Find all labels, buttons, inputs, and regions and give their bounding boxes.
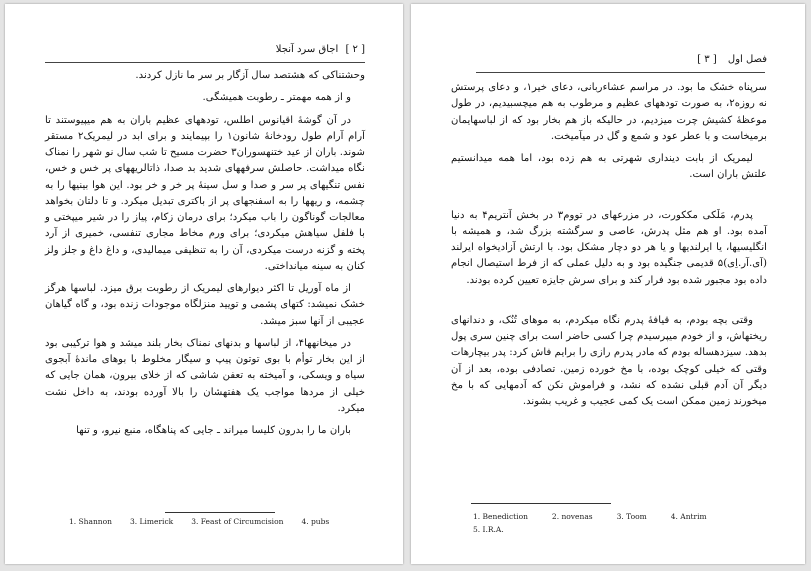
running-header: [693, 54, 767, 65]
footnote-divider: [471, 503, 611, 504]
page-number: [ ۲ ]: [345, 44, 365, 55]
running-header: [276, 44, 365, 55]
footnote: 4. pubs: [301, 517, 330, 526]
paragraph: در میخانهها۴، از لباسها و بدنهای نمناک بخار بلند میشد و هوا ترکیبی بود از این بخار توأم با بوی توتون پیپ و سیگار مخلوط با بوهای ماندهٔ آبجوی سیاه و ویسکی، و آمیخته به تعفن شاشی که از خلای بیرون، همان جایی که خیلی از مردها مواجب یک هفتهشان را بالا آورده بودند، به داخل نشت میکرد.: [45, 337, 365, 414]
paragraph: باران ما را بدرون کلیسا میراند ـ جایی که پناهگاه، منبع نیرو، و تنها: [76, 425, 351, 436]
page-number: [ ۳ ]: [697, 54, 717, 65]
paragraph: وحشتناکی که هشتصد سال آزگار بر سر ما نازل کردند.: [135, 70, 365, 81]
paragraph: وقتی بچه بودم، به قیافهٔ پدرم نگاه میکردم، به موهای تُنُک، و دندانهای ریختهاش، و از خودم میپرسیدم چرا کسی حاضر است برای چنین سری پول بدهد. سیزدهساله بودم که مادر پدرم رازی را برایم فاش کرد: پدر بیچارهات وقتی که خیلی کوچک بوده، با مخ خورده زمین. تصادفی بوده، بعد از آن دیگر آن آدم قبلی نشده که نشد، و فراموش نکن که آدمهایی که با مخ میخورند زمین ممکن است یک کمی عجیب و غریب بشوند.: [451, 314, 767, 407]
body-text: [451, 80, 767, 416]
footnote-divider: [165, 512, 275, 513]
footnote: 5. I.R.A.: [473, 525, 504, 534]
footnotes: [473, 512, 707, 538]
footnotes: [69, 517, 329, 526]
running-header-title: اجاق سرد آنجلا: [275, 44, 339, 55]
paragraph: لیمریک از بابت دینداری شهرتی به هم زده بود، اما همه میدانستیم علتش باران است.: [451, 153, 767, 181]
paragraph: پدرم، مَلَکی مککورت، در مزرعهای در تووم۳ در بخش آنتریم۴ به دنیا آمده بود. او هم مثل پدرش، عاصی و سرگشته بزرگ شد، و همیشه با انگلیسیها، یا ایرلندیها و یا هر دو دچار مشکل بود. با ارتش آزادیخواه ایرلند (آی.آر.اِی)۵ قدیمی جنگیده بود و به دلیل عملی که از فرط استیصال انجام داده بود مجبور شده بود فرار کند و برای سرش جایزه تعیین کرده بودند.: [451, 209, 767, 286]
right-page: [411, 4, 805, 564]
footnote: 1. Benediction: [473, 512, 528, 521]
running-header-title: فصل اول: [727, 54, 767, 65]
body-text: [45, 68, 365, 445]
footnote: 1. Shannon: [69, 517, 112, 526]
footnote: 2. novenas: [551, 512, 593, 521]
header-divider: [45, 62, 365, 63]
footnote: 3. Toom: [616, 512, 647, 521]
left-page: [5, 4, 403, 564]
header-divider: [476, 72, 765, 73]
paragraph: سرپناه خشک ما بود. در مراسم عشاءربانی، دعای خیر۱، و دعای پرستش نه روزه۲، به صورت تودههای عظیم و مرطوب به هم میچسبیدیم، در طول موعظهٔ کشیش چرت میزدیم، در حالیکه باز هم بخار بود که از لباسهایمان برمیخاست و با عطر عود و شمع و گل در میآمیخت.: [451, 82, 767, 142]
footnote: 3. Feast of Circumcision: [191, 517, 284, 526]
paragraph: و از همه مهمتر ـ رطوبت همیشگی.: [202, 92, 351, 104]
footnote: 3. Limerick: [130, 517, 174, 526]
paragraph: از ماه آوریل تا اکثر دیوارهای لیمریک از رطوبت برق میزد. لباسها هرگز خشک نمیشد: کتهای پشمی و تویید منزلگاه موجودات زنده بود، و گاه گیاهان عجیبی از آنها سبز میشد.: [45, 283, 365, 327]
footnote: 4. Antrim: [670, 512, 707, 521]
paragraph: در آن گوشهٔ اقیانوس اطلس، تودههای عظیم باران به هم میپیوستند تا آرام آرام طول رودخانهٔ شانون۱ را بپیمایند و برای ابد در لیمریک۲ مستقر شوند. باران از عید ختنهسوران۳ حضرت مسیح تا شب سال نو شهر را نمناک نگاه میداشت. حاصلش سرفههای شدید بد صدا، ذاتالریههای پر خس و خس، نفس تنگیهای پر سر و صدا و سل سینهٔ پر خر و خر بود. این هوا بینیها را به چشمه، و ریهها را به اسفنجهای پر از باکتری تبدیل میکرد. و تا دلتان بخواهد معالجات گوناگون را باب میکرد؛ برای درمان زکام، پیاز را در شیر میپختی و با فلفل سیاهش میکردی؛ برای ورم مخاط مجاری تنفسی، خمیری از آرد پخته و گزنه درست میکردی، آن را به تنظیفی میمالیدی، و داغ داغ و جلز ولز کنان به سینه میانداختی.: [45, 114, 365, 272]
